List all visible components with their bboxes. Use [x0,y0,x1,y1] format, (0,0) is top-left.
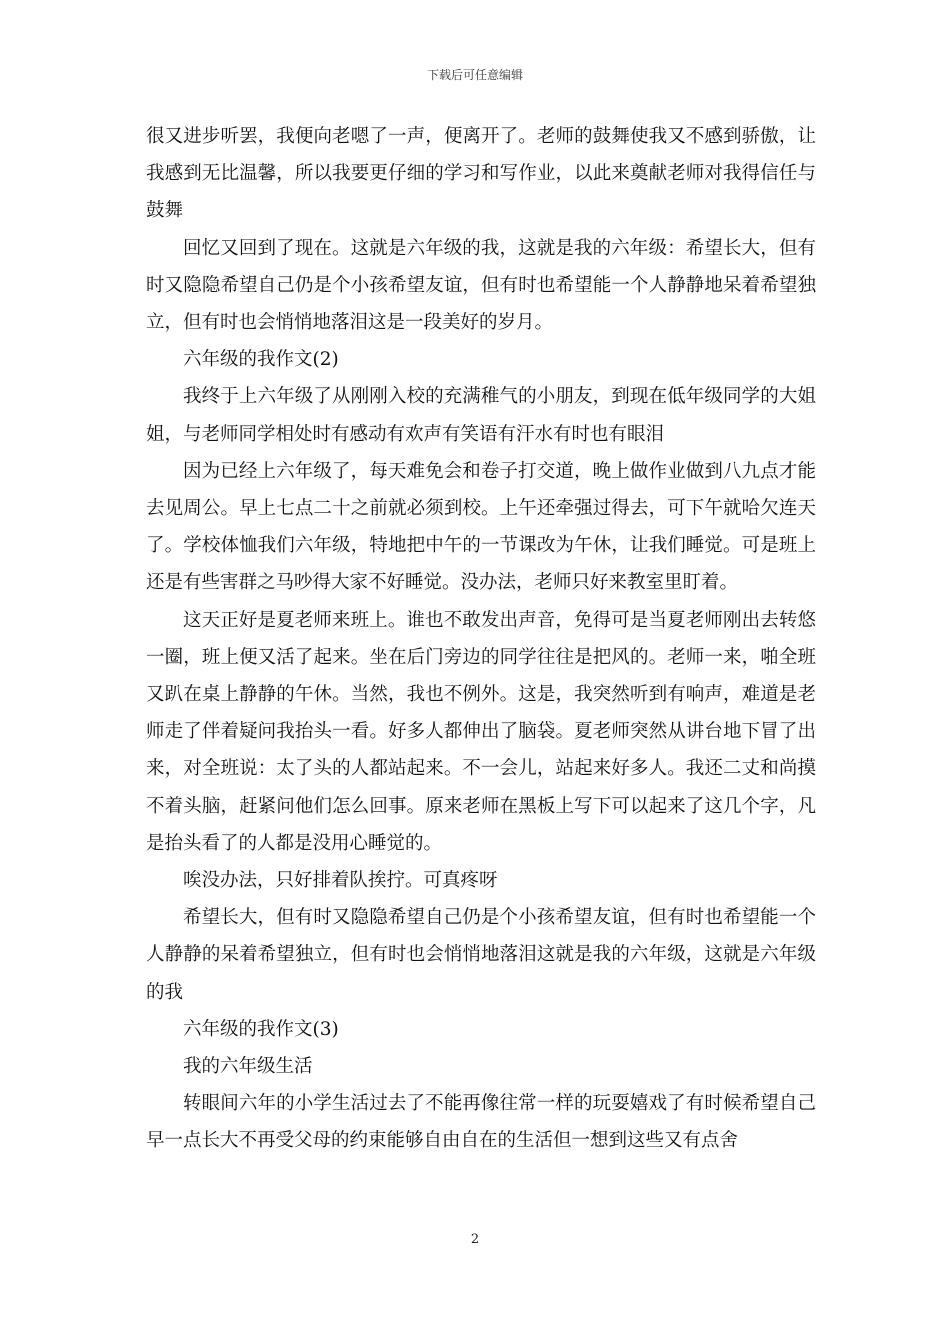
paragraph: 希望长大，但有时又隐隐希望自己仍是个小孩希望友谊，但有时也希望能一个人静静的呆着希望独立，但有时也会悄悄地落泪这就是我的六年级，这就是六年级的我 [146,907,816,1003]
paragraph: 唉没办法，只好排着队挨拧。可真疼呀 [183,870,498,892]
essay-heading-2: 六年级的我作文(2) [183,349,339,371]
page-number: 2 [470,1232,480,1247]
paragraph: 我终于上六年级了从刚刚入校的充满稚气的小朋友，到现在低年级同学的大姐姐，与老师同学相处时有感动有欢声有笑语有汗水有时也有眼泪 [146,386,816,445]
document-body [146,118,816,1160]
paragraph: 转眼间六年的小学生活过去了不能再像往常一样的玩耍嬉戏了有时候希望自己早一点长大不再受父母的约束能够自由自在的生活但一想到这些又有点舍 [146,1093,816,1152]
essay-heading-3: 六年级的我作文(3) [183,1018,339,1040]
page-header: 下载后可任意编辑 [426,68,523,82]
paragraph: 这天正好是夏老师来班上。谁也不敢发出声音，免得可是当夏老师刚出去转悠一圈，班上便又活了起来。坐在后门旁边的同学往往是把风的。老师一来，啪全班又趴在桌上静静的午休。当然，我也不例外。这是，我突然听到有响声，难道是老师走了伴着疑问我抬头一看。好多人都伸出了脑袋。夏老师突然从讲台地下冒了出来，对全班说：太了头的人都站起来。不一会儿，站起来好多人。我还二丈和尚摸不着头脑，赶紧问他们怎么回事。原来老师在黑板上写下可以起来了这几个字，凡是抬头看了的人都是没用心睡觉的。 [146,609,816,854]
paragraph: 回忆又回到了现在。这就是六年级的我，这就是我的六年级：希望长大，但有时又隐隐希望自己仍是个小孩希望友谊，但有时也希望能一个人静静地呆着希望独立，但有时也会悄悄地落泪这是一段美好的岁月。 [146,237,816,334]
paragraph: 因为已经上六年级了，每天难免会和卷子打交道，晚上做作业做到八九点才能去见周公。早上七点二十之前就必须到校。上午还牵强过得去，可下午就哈欠连天了。学校体恤我们六年级，特地把中午的一节课改为午休，让我们睡觉。可是班上还是有些害群之马吵得大家不好睡觉。没办法，老师只好来教室里盯着。 [146,460,816,594]
essay-subtitle: 我的六年级生活 [183,1056,313,1078]
paragraph-continuation: 很又进步听罢，我便向老嗯了一声，便离开了。老师的鼓舞使我又不感到骄傲，让我感到无比温馨，所以我要更仔细的学习和写作业，以此来奠献老师对我得信任与鼓舞 [146,126,816,222]
